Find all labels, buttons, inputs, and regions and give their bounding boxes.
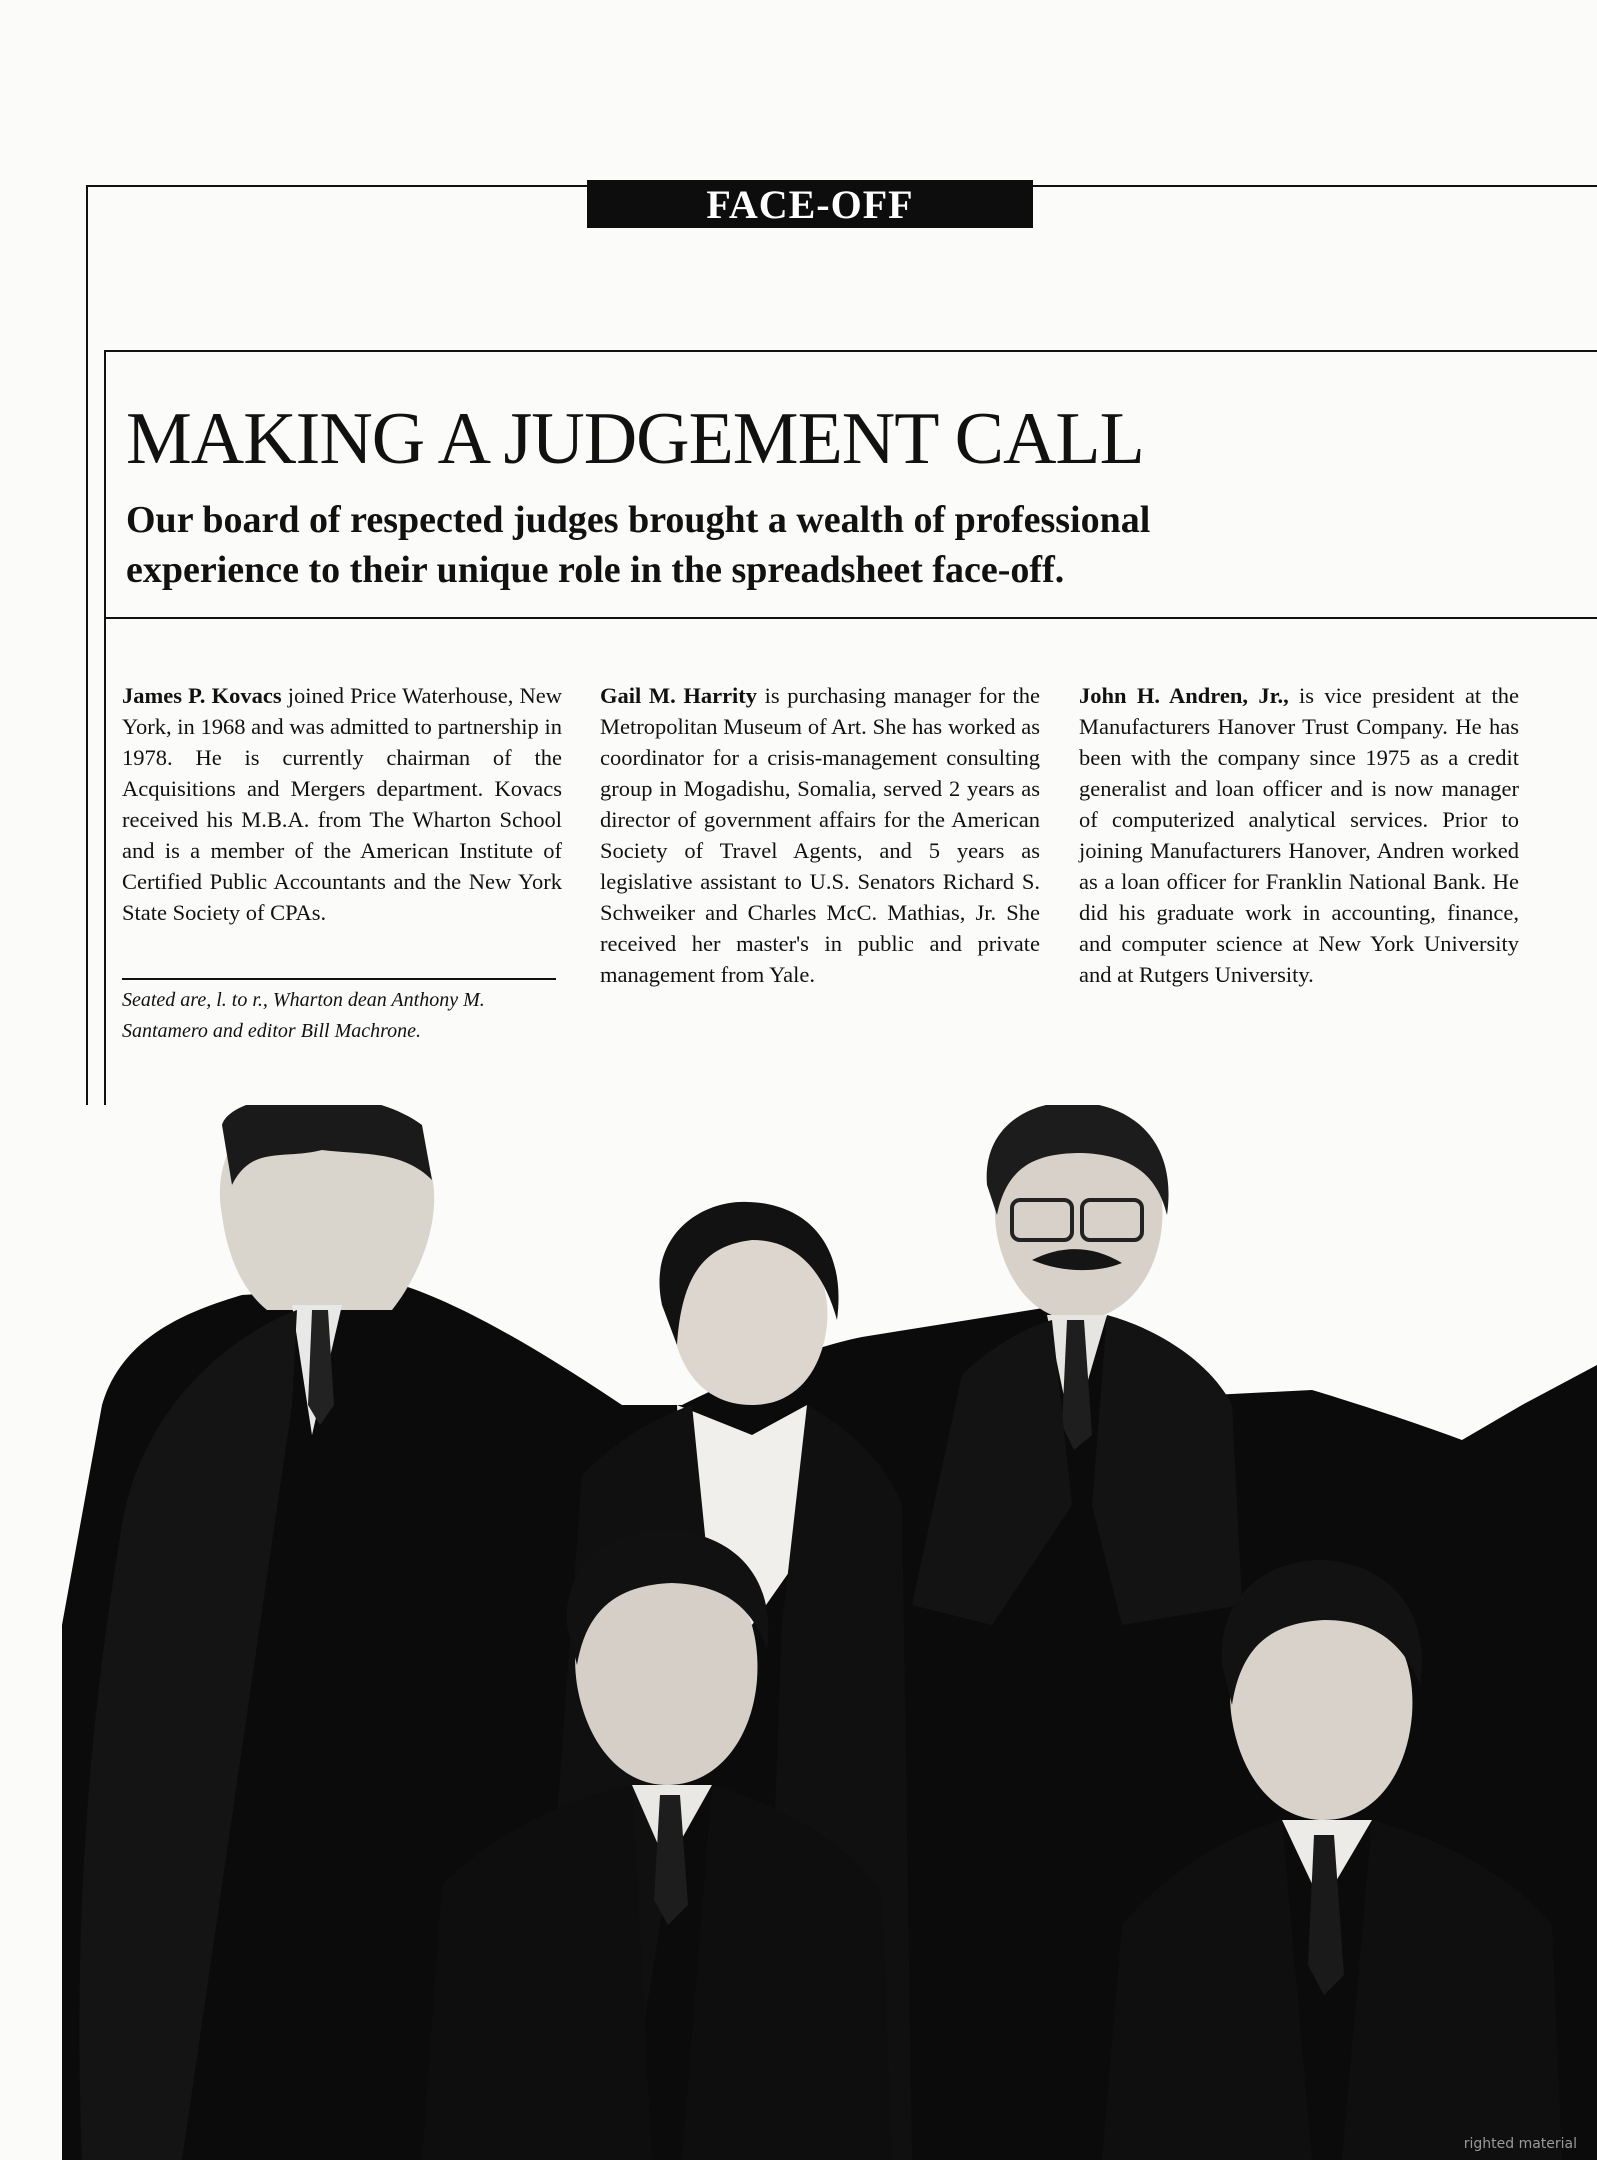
deck-line-1: Our board of respected judges brought a wealth of professional: [126, 499, 1151, 541]
photo-caption: Seated are, l. to r., Wharton dean Anthony M. Santamero and editor Bill Machrone.: [122, 989, 485, 1042]
watermark: righted material: [1463, 2136, 1577, 2152]
bio-text: is purchasing manager for the Metropolitan Museum of Art. She has worked as coordinator for a crisis-management consulting group in Mogadishu, Somalia, served 2 years as director of government affairs for the American Society of Travel Agents, and 5 years as legislative assistant to U.S. Senators Richard S. Schweiker and Charles McC. Mathias, Jr. She received her master's in public and private management from Yale.: [600, 683, 1040, 987]
bio-name: John H. Andren, Jr.,: [1079, 683, 1289, 708]
bio-text: joined Price Waterhouse, New York, in 1968 and was admitted to partnership in 1978. He is currently chairman of the Acquisitions and Mergers department. Kovacs received his M.B.A. from The Wharton School and is a member of the American Institute of Certified Public Accountants and the New York State Society of CPAs.: [122, 683, 562, 925]
deck-line-2: experience to their unique role in the spreadsheet face-off.: [126, 549, 1065, 591]
bio-harrity: [600, 680, 1040, 990]
bio-andren: [1079, 680, 1519, 990]
group-photo: [62, 1105, 1597, 2160]
bio-kovacs: [122, 680, 562, 928]
bio-name: James P. Kovacs: [122, 683, 282, 708]
headline: MAKING A JUDGEMENT CALL: [126, 398, 1144, 480]
deck: [126, 495, 1326, 595]
bio-text: is vice president at the Manufacturers Hanover Trust Company. He has been with the company since 1975 as a credit generalist and loan officer and is now manager of computerized analytical services. Prior to joining Manufacturers Hanover, Andren worked as a loan officer for Franklin National Bank. He did his graduate work in accounting, finance, and computer science at New York University and at Rutgers University.: [1079, 683, 1519, 987]
caption-rule: [122, 978, 556, 980]
section-label: FACE-OFF: [587, 180, 1033, 228]
headline-rule: [104, 617, 1597, 619]
bio-name: Gail M. Harrity: [600, 683, 758, 708]
